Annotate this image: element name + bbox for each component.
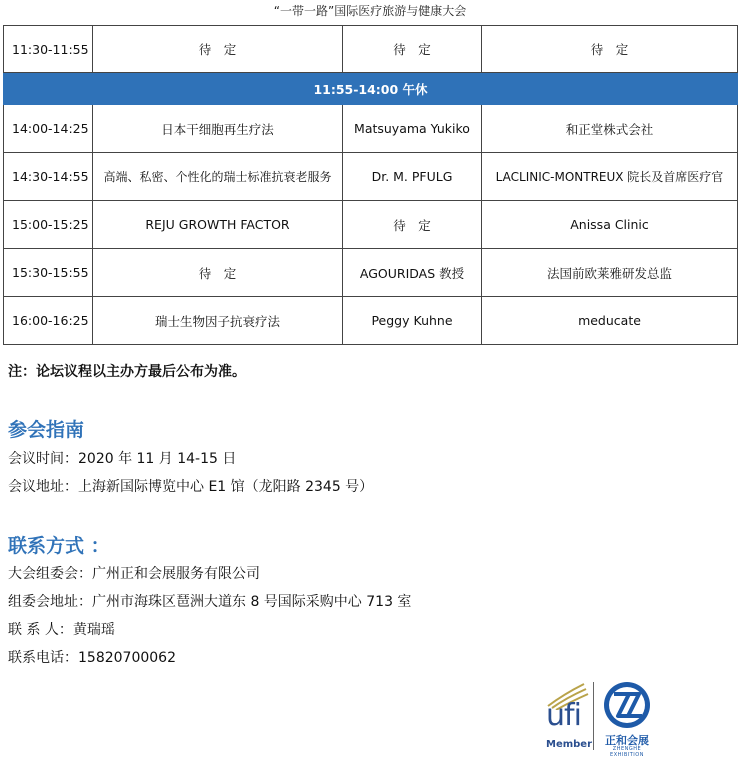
org-cell: LACLINIC-MONTREUX 院长及首席医疗官 [482, 153, 738, 201]
speaker-cell: Dr. M. PFULG [343, 153, 482, 201]
contact-section-title: 联系方式 ： [8, 535, 110, 557]
topic-cell: 待 定 [93, 26, 343, 73]
zhenghe-logo-subtitle: ZHENGHE EXHIBITION [610, 746, 644, 758]
time-cell: 15:30-15:55 [4, 249, 93, 297]
table-row [4, 105, 738, 153]
lunch-break-row [4, 73, 738, 105]
org-cell: meducate [482, 297, 738, 345]
speaker-cell: Peggy Kuhne [343, 297, 482, 345]
contact-phone: 联系电话：15820700062 [8, 650, 176, 666]
org-cell: 和正堂株式会社 [482, 105, 738, 153]
zhenghe-emblem-icon [599, 680, 655, 732]
speaker-cell: 待 定 [343, 201, 482, 249]
table-row [4, 249, 738, 297]
zhenghe-logo [599, 680, 655, 758]
topic-cell: 日本干细胞再生疗法 [93, 105, 343, 153]
contact-person: 联 系 人：黄瑞瑶 [8, 622, 115, 638]
ufi-logo-text: ufi [546, 698, 581, 733]
speaker-cell: Matsuyama Yukiko [343, 105, 482, 153]
time-cell: 14:30-14:55 [4, 153, 93, 201]
speaker-cell: AGOURIDAS 教授 [343, 249, 482, 297]
table-row [4, 26, 738, 73]
topic-cell: 高端、私密、个性化的瑞士标准抗衰老服务 [93, 153, 343, 201]
org-cell: 法国前欧莱雅研发总监 [482, 249, 738, 297]
topic-cell: 瑞士生物因子抗衰疗法 [93, 297, 343, 345]
zhenghe-logo-name: 正和会展 [605, 734, 649, 747]
table-row [4, 297, 738, 345]
page-header-title: “一带一路”国际医疗旅游与健康大会 [273, 4, 467, 18]
agenda-note: 注：论坛议程以主办方最后公布为准。 [8, 364, 246, 380]
guide-section-title: 参会指南 [8, 419, 85, 441]
org-cell: 待 定 [482, 26, 738, 73]
topic-cell: REJU GROWTH FACTOR [93, 201, 343, 249]
logo-divider [593, 682, 594, 750]
time-cell: 16:00-16:25 [4, 297, 93, 345]
organizing-committee: 大会组委会：广州正和会展服务有限公司 [8, 566, 260, 582]
lunch-break-label: 11:55-14:00 午休 [4, 73, 738, 105]
ufi-logo [544, 680, 593, 754]
time-cell: 14:00-14:25 [4, 105, 93, 153]
committee-address: 组委会地址：广州市海珠区琶洲大道东 8 号国际采购中心 713 室 [8, 594, 412, 610]
speaker-cell: 待 定 [343, 26, 482, 73]
topic-cell: 待 定 [93, 249, 343, 297]
meeting-time: 会议时间：2020 年 11 月 14-15 日 [8, 451, 237, 467]
table-row [4, 153, 738, 201]
schedule-table [3, 25, 738, 345]
logos-area [544, 680, 654, 758]
ufi-member-label: Member [546, 739, 593, 750]
meeting-address: 会议地址：上海新国际博览中心 E1 馆（龙阳路 2345 号） [8, 479, 374, 495]
org-cell: Anissa Clinic [482, 201, 738, 249]
time-cell: 11:30-11:55 [4, 26, 93, 73]
table-row [4, 201, 738, 249]
time-cell: 15:00-15:25 [4, 201, 93, 249]
